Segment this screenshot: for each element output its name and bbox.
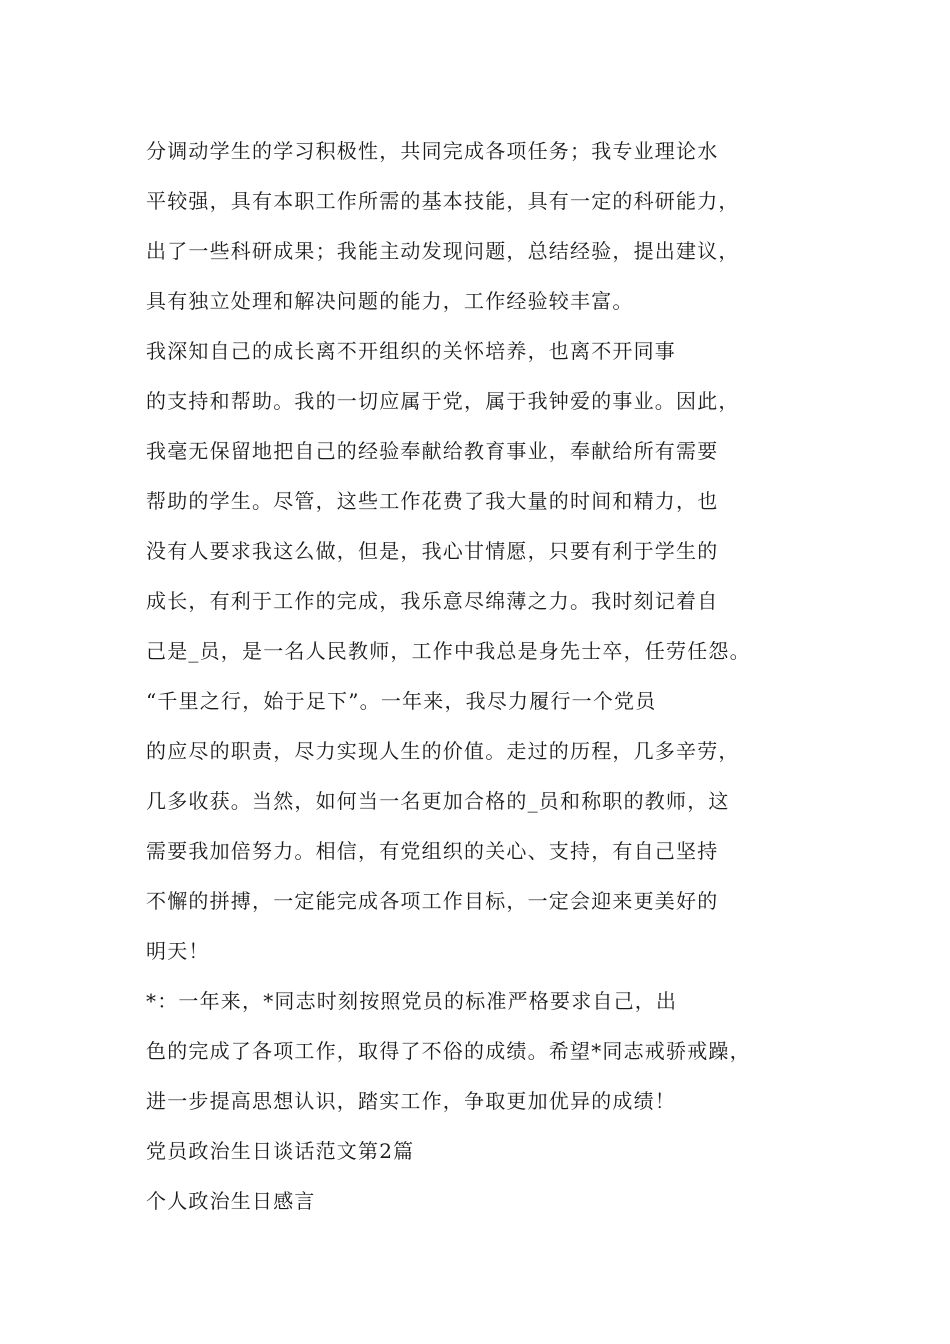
text-line: 不懈的拼搏，一定能完成各项工作目标，一定会迎来更美好的	[146, 889, 719, 913]
text-line: “千里之行，始于足下”。一年来，我尽力履行一个党员	[146, 689, 657, 713]
text-line: 明天！	[146, 939, 210, 963]
text-line: 具有独立处理和解决问题的能力，工作经验较丰富。	[146, 289, 634, 313]
text-line: 的支持和帮助。我的一切应属于党，属于我钟爱的事业。因此，	[146, 389, 740, 413]
section-heading: 党员政治生日谈话范文第2篇	[146, 1139, 415, 1163]
text-line: 我深知自己的成长离不开组织的关怀培养，也离不开同事	[146, 339, 676, 363]
text-line: 帮助的学生。尽管，这些工作花费了我大量的时间和精力，也	[146, 489, 719, 513]
text-line: 没有人要求我这么做，但是，我心甘情愿，只要有利于学生的	[146, 539, 719, 563]
text-line: 平较强，具有本职工作所需的基本技能，具有一定的科研能力，	[146, 189, 740, 213]
text-line: 需要我加倍努力。相信，有党组织的关心、支持，有自己坚持	[146, 839, 719, 863]
text-line: 己是_员，是一名人民教师，工作中我总是身先士卒，任劳任怨。	[146, 639, 751, 663]
text-line: *：一年来，*同志时刻按照党员的标准严格要求自己，出	[146, 989, 678, 1013]
text-line: 的应尽的职责，尽力实现人生的价值。走过的历程，几多辛劳，	[146, 739, 740, 763]
text-line: 进一步提高思想认识，踏实工作，争取更加优异的成绩！	[146, 1089, 676, 1113]
text-line: 我毫无保留地把自己的经验奉献给教育事业，奉献给所有需要	[146, 439, 719, 463]
text-line: 色的完成了各项工作，取得了不俗的成绩。希望*同志戒骄戒躁，	[146, 1039, 751, 1063]
text-line: 分调动学生的学习积极性，共同完成各项任务；我专业理论水	[146, 139, 719, 163]
text-line: 几多收获。当然，如何当一名更加合格的_员和称职的教师，这	[146, 789, 730, 813]
section-subheading: 个人政治生日感言	[146, 1189, 316, 1213]
text-line: 出了一些科研成果；我能主动发现问题，总结经验，提出建议，	[146, 239, 740, 263]
text-line: 成长，有利于工作的完成，我乐意尽绵薄之力。我时刻记着自	[146, 589, 719, 613]
